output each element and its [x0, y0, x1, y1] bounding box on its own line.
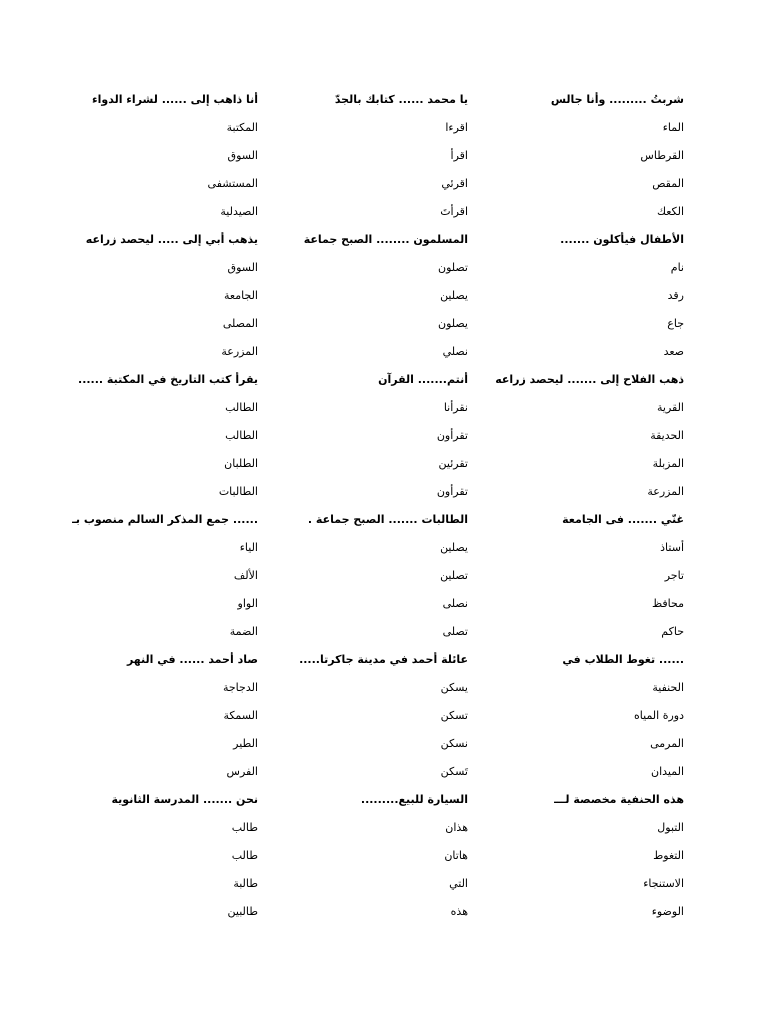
- answer-option: التي: [449, 877, 468, 890]
- answer-option: طالب: [231, 821, 258, 834]
- question-block: [258, 646, 468, 786]
- answer-option: يسكن: [440, 681, 468, 694]
- answer-option: الماء: [662, 121, 684, 134]
- answer-option: نقرأنا: [443, 401, 468, 414]
- question-block: [48, 86, 258, 226]
- answer-option: نصلى: [442, 597, 468, 610]
- answer-option: الطالب: [225, 429, 258, 442]
- answer-option: الطالب: [225, 401, 258, 414]
- answer-option: المستشفى: [207, 177, 258, 190]
- answer-option: تقرأون: [436, 429, 468, 442]
- answer-option: الحديقة: [650, 429, 684, 442]
- answer-option: المكتبة: [226, 121, 258, 134]
- question-block: [258, 86, 468, 226]
- answer-option: الواو: [237, 597, 258, 610]
- question-block: [48, 786, 258, 926]
- answer-option: السوق: [227, 261, 258, 274]
- answer-option: الفرس: [226, 765, 258, 778]
- question-block: [474, 226, 684, 366]
- question-block: [474, 366, 684, 506]
- column-right: [474, 86, 684, 926]
- answer-option: حاكم: [661, 625, 684, 638]
- answer-option: طالب: [231, 849, 258, 862]
- question-text: ذهب الفلاح إلى ....... ليحصد زراعه: [495, 373, 684, 386]
- answer-option: الطير: [233, 737, 258, 750]
- answer-option: الوضوء: [651, 905, 684, 918]
- answer-option: يصلين: [440, 541, 468, 554]
- answer-option: اقرئي: [441, 177, 468, 190]
- question-block: [48, 506, 258, 646]
- question-text: الطالبات ....... الصبح جماعة .: [307, 513, 468, 526]
- answer-option: تسكن: [440, 709, 468, 722]
- answer-option: طالبين: [227, 905, 258, 918]
- answer-option: التبول: [657, 821, 684, 834]
- answer-option: أستاذ: [660, 541, 684, 554]
- answer-option: صعد: [663, 345, 684, 358]
- answer-option: التغوط: [653, 849, 684, 862]
- answer-option: المرمى: [650, 737, 684, 750]
- answer-option: طالبة: [233, 877, 258, 890]
- question-text: صاد أحمد ...... في النهر: [126, 653, 258, 666]
- answer-option: يصلين: [440, 289, 468, 302]
- answer-option: السمكة: [223, 709, 258, 722]
- answer-option: المقص: [652, 177, 684, 190]
- answer-option: المزبلة: [652, 457, 684, 470]
- answer-option: الطالبات: [218, 485, 258, 498]
- question-block: [474, 646, 684, 786]
- question-block: [258, 226, 468, 366]
- question-text: المسلمون ........ الصبح جماعة: [303, 233, 468, 246]
- question-text: ...... جمع المذكر السالم منصوب بـ: [72, 513, 258, 526]
- answer-option: الاستنجاء: [643, 877, 684, 890]
- answer-option: هاتان: [444, 849, 468, 862]
- answer-option: الميدان: [651, 765, 684, 778]
- answer-option: تَسكن: [440, 765, 468, 778]
- question-text: غنّي ....... فى الجامعة: [562, 513, 684, 526]
- column-middle: [258, 86, 468, 926]
- answer-option: يصلون: [437, 317, 468, 330]
- question-block: [258, 506, 468, 646]
- answer-option: هذه: [450, 905, 468, 918]
- answer-option: المزرعة: [221, 345, 258, 358]
- question-text: عائلة أحمد في مدينة جاكرتا.....: [299, 653, 468, 666]
- question-block: [48, 366, 258, 506]
- answer-option: محافظ: [651, 597, 684, 610]
- answer-option: جاع: [667, 317, 684, 330]
- answer-option: المصلى: [222, 317, 258, 330]
- question-text: أنتم....... القرآن: [378, 373, 468, 386]
- answer-option: الصيدلية: [220, 205, 258, 218]
- answer-option: الضمة: [229, 625, 258, 638]
- question-text: الأطفال فيأكلون .......: [560, 233, 684, 246]
- question-text: يقرأ كتب التاريخ في المكتبة ......: [78, 373, 258, 386]
- question-text: ...... تغوط الطلاب في: [562, 653, 684, 666]
- question-text: نحن ....... المدرسة الثانوية: [111, 793, 258, 806]
- answer-option: الجامعة: [224, 289, 258, 302]
- answer-option: دورة المياه: [634, 709, 684, 722]
- answer-option: تصلين: [440, 569, 468, 582]
- answer-option: نام: [670, 261, 684, 274]
- question-text: السيارة للبيع.........: [360, 793, 468, 806]
- answer-option: الكعك: [656, 205, 684, 218]
- answer-option: المزرعة: [647, 485, 684, 498]
- answer-option: الياء: [239, 541, 258, 554]
- answer-option: الطلبان: [224, 457, 258, 470]
- question-text: يذهب أبي إلى ..... ليحصد زراعه: [85, 233, 258, 246]
- column-left: [48, 86, 258, 926]
- answer-option: نسكن: [440, 737, 468, 750]
- question-block: [258, 366, 468, 506]
- question-text: هذه الحنفية مخصصة لـــ: [554, 793, 684, 806]
- answer-option: رقد: [667, 289, 684, 302]
- question-block: [48, 646, 258, 786]
- answer-option: تقرئين: [438, 457, 468, 470]
- question-block: [474, 506, 684, 646]
- answer-option: اقرأ: [450, 149, 468, 162]
- answer-option: الألف: [233, 569, 258, 582]
- question-block: [474, 86, 684, 226]
- answer-option: نصلي: [442, 345, 468, 358]
- answer-option: تصلى: [442, 625, 468, 638]
- answer-option: السوق: [227, 149, 258, 162]
- answer-option: اقرأتَ: [440, 205, 468, 218]
- answer-option: تقرأون: [436, 485, 468, 498]
- answer-option: الدجاجة: [222, 681, 258, 694]
- answer-option: تصلون: [437, 261, 468, 274]
- question-block: [474, 786, 684, 926]
- question-block: [258, 786, 468, 926]
- question-text: يا محمد ...... كتابك بالجدّ: [334, 93, 468, 106]
- answer-option: القرية: [656, 401, 684, 414]
- answer-option: تاجر: [664, 569, 684, 582]
- answer-option: هذان: [445, 821, 468, 834]
- question-text: شربتُ ......... وأنا جالس: [550, 93, 684, 106]
- answer-option: اقرءا: [445, 121, 468, 134]
- question-block: [48, 226, 258, 366]
- question-text: أنا ذاهب إلى ...... لشراء الدواء: [91, 93, 258, 106]
- answer-option: القرطاس: [640, 149, 684, 162]
- answer-option: الحنفية: [652, 681, 684, 694]
